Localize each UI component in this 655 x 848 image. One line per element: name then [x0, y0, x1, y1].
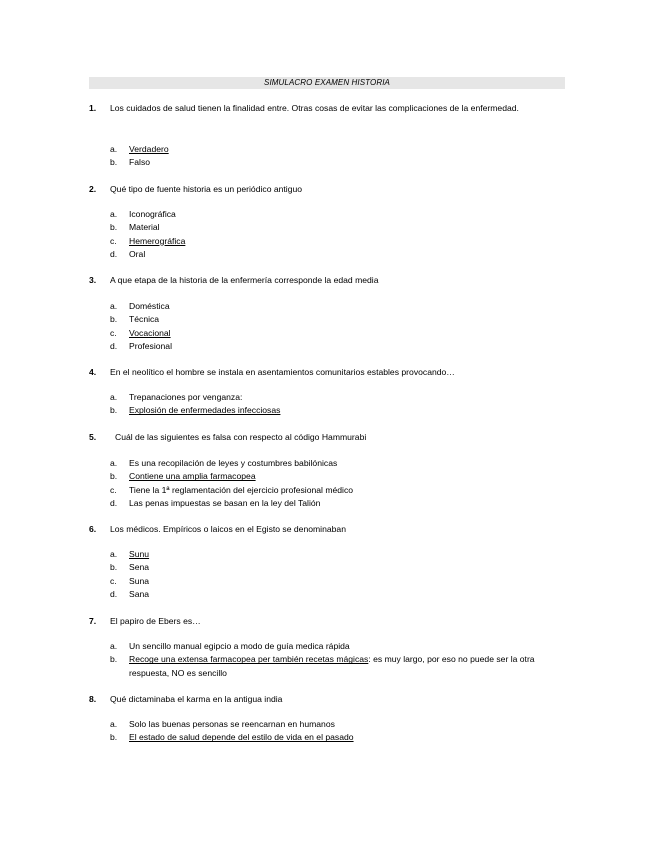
option-3d: d. Profesional [110, 340, 172, 351]
option-2d: d. Oral [110, 248, 146, 259]
option-8b: b. El estado de salud depende del estilo de vida en el pasado [110, 731, 565, 744]
options-2 [110, 208, 565, 261]
question-number: 4. [89, 367, 97, 377]
question-text: Los cuidados de salud tienen la finalidad entre. Otras cosas de evitar las complicaciones de la enfermedad. [110, 103, 519, 113]
options-6 [110, 548, 565, 601]
option-1b: b. Falso [110, 157, 151, 168]
question-number: 8. [89, 694, 97, 704]
question-text: Los médicos. Empíricos o laicos en el Egisto se denominaban [110, 524, 346, 534]
question-text: Cuál de las siguientes es falsa con respecto al código Hammurabi [115, 432, 367, 442]
correct-answer: Vocacional [129, 327, 171, 338]
options-8 [110, 718, 565, 745]
question-6 [89, 522, 559, 536]
question-5 [89, 430, 559, 444]
option-3c: c. Vocacional [110, 327, 565, 340]
question-number: 1. [89, 103, 97, 113]
options-7 [110, 640, 565, 680]
question-4 [89, 365, 559, 379]
option-1a: a. Verdadero [110, 143, 565, 156]
option-5a: a. Es una recopilación de leyes y costumbres babilónicas [110, 458, 338, 468]
option-3b: b. Técnica [110, 314, 160, 325]
question-text: En el neolítico el hombre se instala en asentamientos comunitarios estables provocando… [110, 367, 455, 377]
question-text: Qué tipo de fuente historia es un periódico antiguo [110, 184, 303, 194]
option-2b: b. Material [110, 222, 160, 233]
options-1 [110, 143, 565, 170]
option-2c: c. Hemerográfica [110, 235, 565, 248]
option-2a: a. Iconográfica [110, 209, 176, 219]
question-3 [89, 273, 559, 287]
question-number: 2. [89, 184, 97, 194]
option-3a: a. Doméstica [110, 301, 170, 311]
option-7a: a. Un sencillo manual egipcio a modo de guía medica rápida [110, 641, 350, 651]
option-8a: a. Solo las buenas personas se reencarnan en humanos [110, 719, 335, 729]
options-3 [110, 300, 565, 353]
correct-answer: Recoge una extensa farmacopea per también recetas mágicas [129, 654, 369, 665]
option-5c: c. Tiene la 1ª reglamentación del ejercicio profesional médico [110, 484, 354, 495]
option-5b: b. Contiene una amplia farmacopea [110, 470, 565, 483]
answer-note: : es muy largo, por eso no puede ser la otra respuesta, NO es sencillo [129, 654, 535, 678]
question-1 [89, 101, 559, 115]
option-6c: c. Suna [110, 575, 150, 586]
correct-answer: Hemerográfica [129, 235, 186, 246]
options-4 [110, 391, 565, 418]
correct-answer: Contiene una amplia farmacopea [129, 471, 256, 482]
question-number: 3. [89, 275, 97, 285]
option-5d: d. Las penas impuestas se basan en la ley del Talión [110, 497, 321, 508]
question-number: 6. [89, 524, 97, 534]
document-title: SIMULACRO EXAMEN HISTORIA [89, 77, 565, 89]
options-5 [110, 457, 565, 510]
correct-answer: El estado de salud depende del estilo de vida en el pasado [129, 732, 354, 743]
option-7b: b. Recoge una extensa farmacopea per también recetas mágicas: es muy largo, por eso no puede ser la otra respuesta, NO es sencillo [110, 654, 535, 678]
question-number: 7. [89, 616, 97, 626]
correct-answer: Explosión de enfermedades infecciosas [129, 405, 281, 416]
option-6b: b. Sena [110, 562, 150, 573]
option-4a: a. Trepanaciones por venganza: [110, 392, 243, 402]
correct-answer: Verdadero [129, 144, 169, 154]
option-4b: b. Explosión de enfermedades infecciosas [110, 404, 565, 417]
option-6a: a. Sunu [110, 548, 565, 561]
question-8 [89, 692, 559, 706]
question-2 [89, 182, 559, 196]
question-text: El papiro de Ebers es… [110, 616, 201, 626]
question-number: 5. [89, 432, 97, 442]
question-7 [89, 614, 559, 628]
question-text: A que etapa de la historia de la enfermería corresponde la edad media [110, 275, 379, 285]
correct-answer: Sunu [129, 549, 150, 559]
option-6d: d. Sana [110, 588, 150, 599]
question-text: Qué dictaminaba el karma en la antigua india [110, 694, 283, 704]
